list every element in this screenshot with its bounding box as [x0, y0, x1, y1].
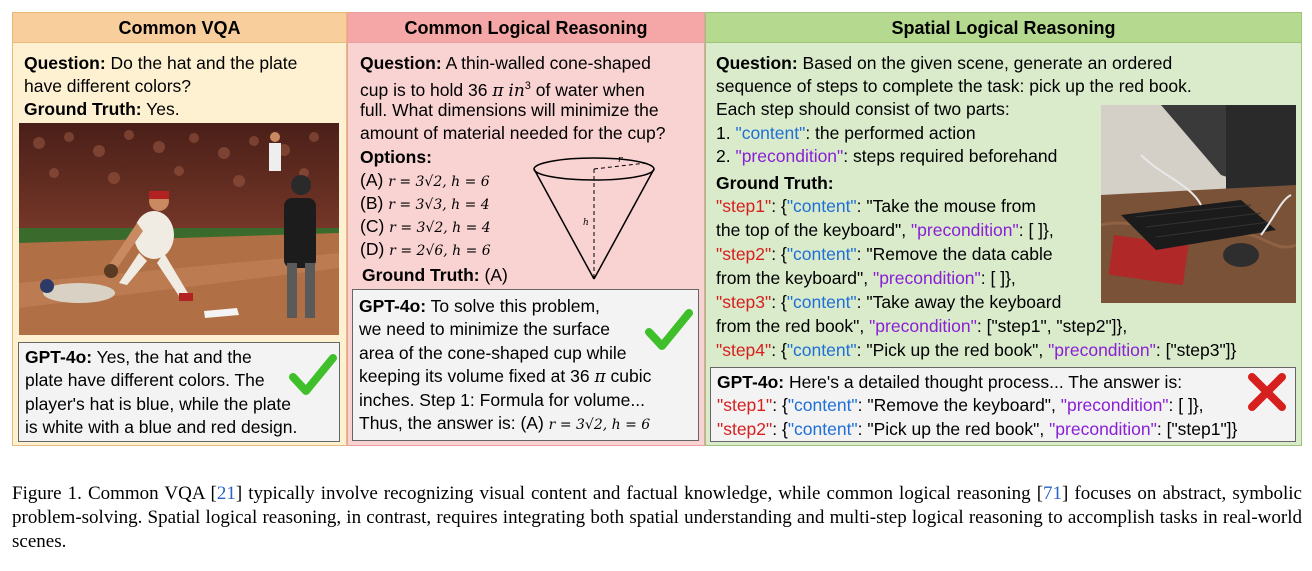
step-segment: "content": [786, 340, 857, 360]
step-line: [716, 267, 1016, 291]
step-segment: : {: [772, 395, 788, 415]
step-segment: "content": [787, 419, 858, 439]
vqa-gpt4o-response: GPT-4o: Yes, the hat and the plate have different colors. The player's hat is blue, while the plate is white with a blue and red design.: [18, 342, 340, 442]
vqa-question-line2: have different colors?: [24, 76, 192, 96]
step-segment: "step4": [716, 340, 772, 360]
part-content: 1. "content": the performed action: [716, 123, 976, 143]
option-a: (A) r = 3√2, h = 6: [360, 170, 490, 190]
step-segment: : ["step1", "step2"]},: [976, 316, 1128, 336]
cone-h-label: h: [583, 218, 589, 228]
logic-ground-truth: Ground Truth: (A): [362, 265, 508, 285]
step-segment: : ["step1"]}: [1156, 419, 1238, 439]
step-segment: "step1": [717, 395, 773, 415]
vqa-question: Question: Do the hat and the plate: [24, 53, 298, 73]
step-segment: : {: [771, 292, 787, 312]
step-segment: : "Take the mouse from: [856, 196, 1036, 216]
step-line: [717, 418, 1237, 442]
logic-question: Question: A thin-walled cone-shaped: [360, 53, 651, 73]
step-segment: : "Pick up the red book",: [856, 340, 1049, 360]
step-segment: : [ ]},: [1018, 220, 1054, 240]
step-segment: "precondition": [1049, 419, 1157, 439]
spatial-question: Question: Based on the given scene, generate an ordered: [716, 53, 1173, 73]
step-segment: "step3": [716, 292, 772, 312]
step-segment: "precondition": [1048, 340, 1156, 360]
option-b: (B) r = 3√3, h = 4: [360, 193, 490, 213]
step-segment: "content": [786, 244, 857, 264]
option-d: (D) r = 2√6, h = 6: [360, 239, 491, 259]
cross-icon: [1247, 373, 1287, 411]
step-line: [716, 219, 1054, 243]
option-c: (C) r = 3√2, h = 4: [360, 216, 491, 236]
cone-r-label: r: [618, 155, 623, 165]
step-line: [717, 394, 1204, 418]
step-segment: : {: [771, 196, 787, 216]
check-icon: [289, 353, 337, 397]
spatial-gpt4o-response: GPT-4o: Here's a detailed thought process... The answer is: "step1": {"content": "Remove the keyboard", "precondition": [ ]}, "step2": {"content": "Pick up the red book", "precondition": ["step1"]}: [710, 367, 1296, 442]
step-segment: from the keyboard",: [716, 268, 873, 288]
step-segment: "precondition": [910, 220, 1019, 240]
step-segment: : "Take away the keyboard: [856, 292, 1062, 312]
common-logical-reasoning-panel: Common Logical Reasoning Question: A thin-walled cone-shaped cup is to hold 36 π $in^3$ of water when full. What dimensions will minimize the amount of material needed for the cup? Options: (A) r = 3√2, h = 6 (B) r = 3√3, h = 4 (C) r = 3√2, h = 4 (D) r = 2√6, h = 6 r h Ground Truth: (A) GPT-4o: To solve this problem, we need to minimize the surface area of the cone-shaped cup while keeping its volume fixed at 36 π cubic inches. Step 1: Formula for volume... Thus, the answer is: (A) r = 3√2, h = 6: [347, 12, 705, 446]
step-segment: "content": [786, 196, 857, 216]
step-segment: "step2": [716, 244, 772, 264]
step-segment: "step2": [717, 419, 773, 439]
spatial-logical-reasoning-panel: Spatial Logical Reasoning Question: Based on the given scene, generate an ordered sequence of steps to complete the task: pick up the red book. Each step should consist of two parts: 1. "content": the performed action 2. "precondition": steps required beforehand Ground Truth: "step1": {"content": "Take the mouse from the top of the keyboard", "precondition": [ ]}, "step2": {"content": "Remove the data cable from the keyboard", "precondition": [ ]}, "step3": {"content": "Take away the keyboard from the red book", "precondition": ["step1", "step2"]}, "step4": {"content": "Pick up the red book", "precondition": ["step3"]} GPT-4o: Here's a detailed thought process... The answer is: "step1": {"content": "Remove the keyboard", "precondition": [ ]}, "step2": {"content": "Pick up the red book", "precondition": ["step1"]}: [705, 12, 1302, 446]
panel-title-spatial: Spatial Logical Reasoning: [706, 13, 1301, 43]
step-segment: "content": [786, 292, 857, 312]
vqa-ground-truth: Ground Truth: Yes.: [24, 99, 180, 119]
panel-title-logic: Common Logical Reasoning: [348, 13, 704, 43]
step-segment: : ["step3"]}: [1155, 340, 1237, 360]
step-segment: the top of the keyboard",: [716, 220, 911, 240]
step-segment: "precondition": [872, 268, 981, 288]
options-label: Options:: [360, 147, 432, 167]
step-segment: "precondition": [869, 316, 977, 336]
desk-scene-photo: [1101, 105, 1296, 303]
step-segment: : "Remove the keyboard",: [857, 395, 1061, 415]
cone-diagram: [526, 153, 666, 285]
step-line: [716, 315, 1127, 339]
part-precondition: 2. "precondition": steps required beforehand: [716, 146, 1058, 166]
step-segment: : {: [771, 340, 787, 360]
baseball-photo: [19, 123, 339, 335]
citation-71[interactable]: 71: [1043, 483, 1063, 504]
step-segment: : {: [772, 419, 788, 439]
step-segment: : "Pick up the red book",: [857, 419, 1050, 439]
step-line: [716, 195, 1036, 219]
citation-21[interactable]: 21: [216, 483, 236, 504]
step-segment: "content": [787, 395, 858, 415]
figure-caption: Figure 1. Common VQA [21] typically involve recognizing visual content and factual knowledge, while common logical reasoning [71] focuses on abstract, symbolic problem-solving. Spatial logical reasoning, in contrast, requires integrating both spatial understanding and multi-step logical reasoning to accomplish tasks in real-world scenes.: [12, 483, 1302, 552]
panel-title-vqa: Common VQA: [13, 13, 346, 43]
spatial-ground-truth-label: Ground Truth:: [716, 173, 834, 193]
step-segment: "precondition": [1060, 395, 1169, 415]
step-line: [716, 291, 1061, 315]
step-segment: : "Remove the data cable: [856, 244, 1053, 264]
step-segment: from the red book",: [716, 316, 870, 336]
step-segment: : {: [771, 244, 787, 264]
step-line: [716, 339, 1236, 363]
check-icon: [645, 308, 693, 352]
common-vqa-panel: [12, 12, 347, 446]
step-segment: "step1": [716, 196, 772, 216]
step-line: [716, 243, 1053, 267]
logic-gpt4o-response: GPT-4o: To solve this problem, we need to minimize the surface area of the cone-shaped cup while keeping its volume fixed at 36 π cubic inches. Step 1: Formula for volume... Thus, the answer is: (A) r = 3√2, h = 6: [352, 289, 699, 441]
step-segment: : [ ]},: [1168, 395, 1204, 415]
step-segment: : [ ]},: [980, 268, 1016, 288]
